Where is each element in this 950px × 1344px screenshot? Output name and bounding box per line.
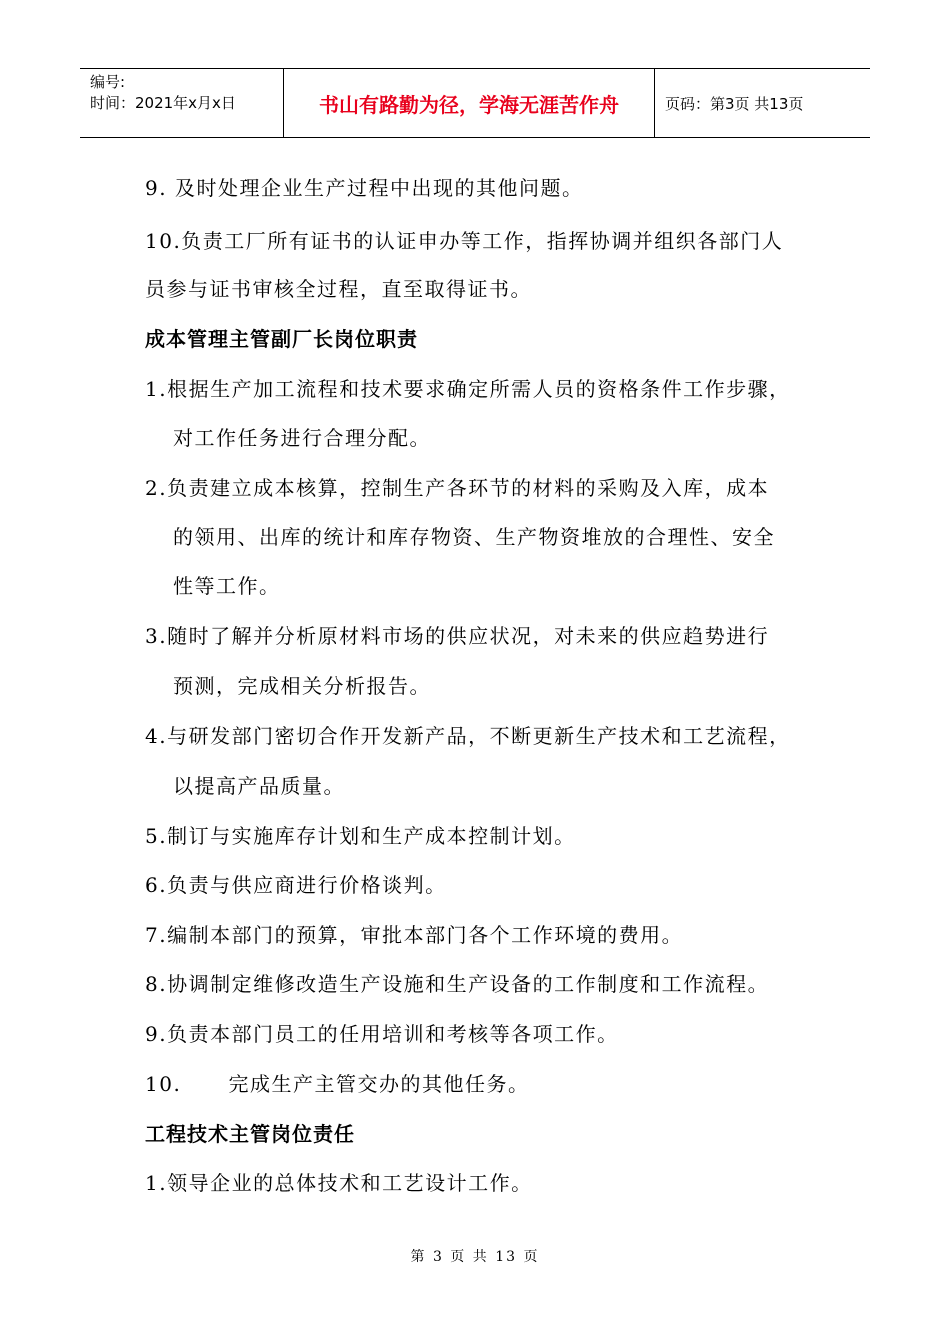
list-item: 9.负责本部门员工的任用培训和考核等各项工作。 bbox=[145, 1022, 619, 1046]
list-item-continuation: 性等工作。 bbox=[173, 574, 281, 598]
page-label: 页码：第3页 共13页 bbox=[665, 94, 804, 113]
list-item: 10.负责工厂所有证书的认证申办等工作，指挥协调并组织各部门人 bbox=[145, 229, 784, 253]
list-item: 9. 及时处理企业生产过程中出现的其他问题。 bbox=[145, 176, 584, 200]
list-item: 10. 完成生产主管交办的其他任务。 bbox=[145, 1072, 530, 1096]
section-heading: 成本管理主管副厂长岗位职责 bbox=[145, 327, 418, 351]
list-item: 4.与研发部门密切合作开发新产品，不断更新生产技术和工艺流程， bbox=[145, 724, 791, 748]
list-item-continuation: 预测，完成相关分析报告。 bbox=[173, 674, 431, 698]
list-item-continuation: 对工作任务进行合理分配。 bbox=[173, 426, 431, 450]
motto-text: 书山有路勤为径，学海无涯苦作舟 bbox=[319, 92, 619, 117]
header-middle-cell bbox=[283, 69, 655, 137]
number-label: 编号: bbox=[90, 73, 126, 91]
document-header bbox=[80, 68, 870, 138]
date-label: 时间：2021年x月x日 bbox=[90, 94, 236, 112]
list-item-continuation: 的领用、出库的统计和库存物资、生产物资堆放的合理性、安全 bbox=[173, 525, 775, 549]
list-item-continuation: 员参与证书审核全过程，直至取得证书。 bbox=[145, 277, 532, 301]
list-item: 1.根据生产加工流程和技术要求确定所需人员的资格条件工作步骤， bbox=[145, 377, 791, 401]
list-item: 8.协调制定维修改造生产设施和生产设备的工作制度和工作流程。 bbox=[145, 972, 770, 996]
list-item: 1.领导企业的总体技术和工艺设计工作。 bbox=[145, 1171, 533, 1195]
header-right-cell bbox=[655, 69, 870, 137]
list-item: 6.负责与供应商进行价格谈判。 bbox=[145, 873, 447, 897]
list-item: 2.负责建立成本核算，控制生产各环节的材料的采购及入库，成本 bbox=[145, 476, 770, 500]
page-footer: 第 3 页 共 13 页 bbox=[410, 1249, 540, 1265]
section-heading: 工程技术主管岗位责任 bbox=[145, 1122, 355, 1146]
list-item: 3.随时了解并分析原材料市场的供应状况，对未来的供应趋势进行 bbox=[145, 624, 770, 648]
list-item: 7.编制本部门的预算，审批本部门各个工作环境的费用。 bbox=[145, 923, 684, 947]
list-item-continuation: 以提高产品质量。 bbox=[173, 774, 345, 798]
header-left-cell bbox=[80, 69, 283, 137]
list-item: 5.制订与实施库存计划和生产成本控制计划。 bbox=[145, 824, 576, 848]
